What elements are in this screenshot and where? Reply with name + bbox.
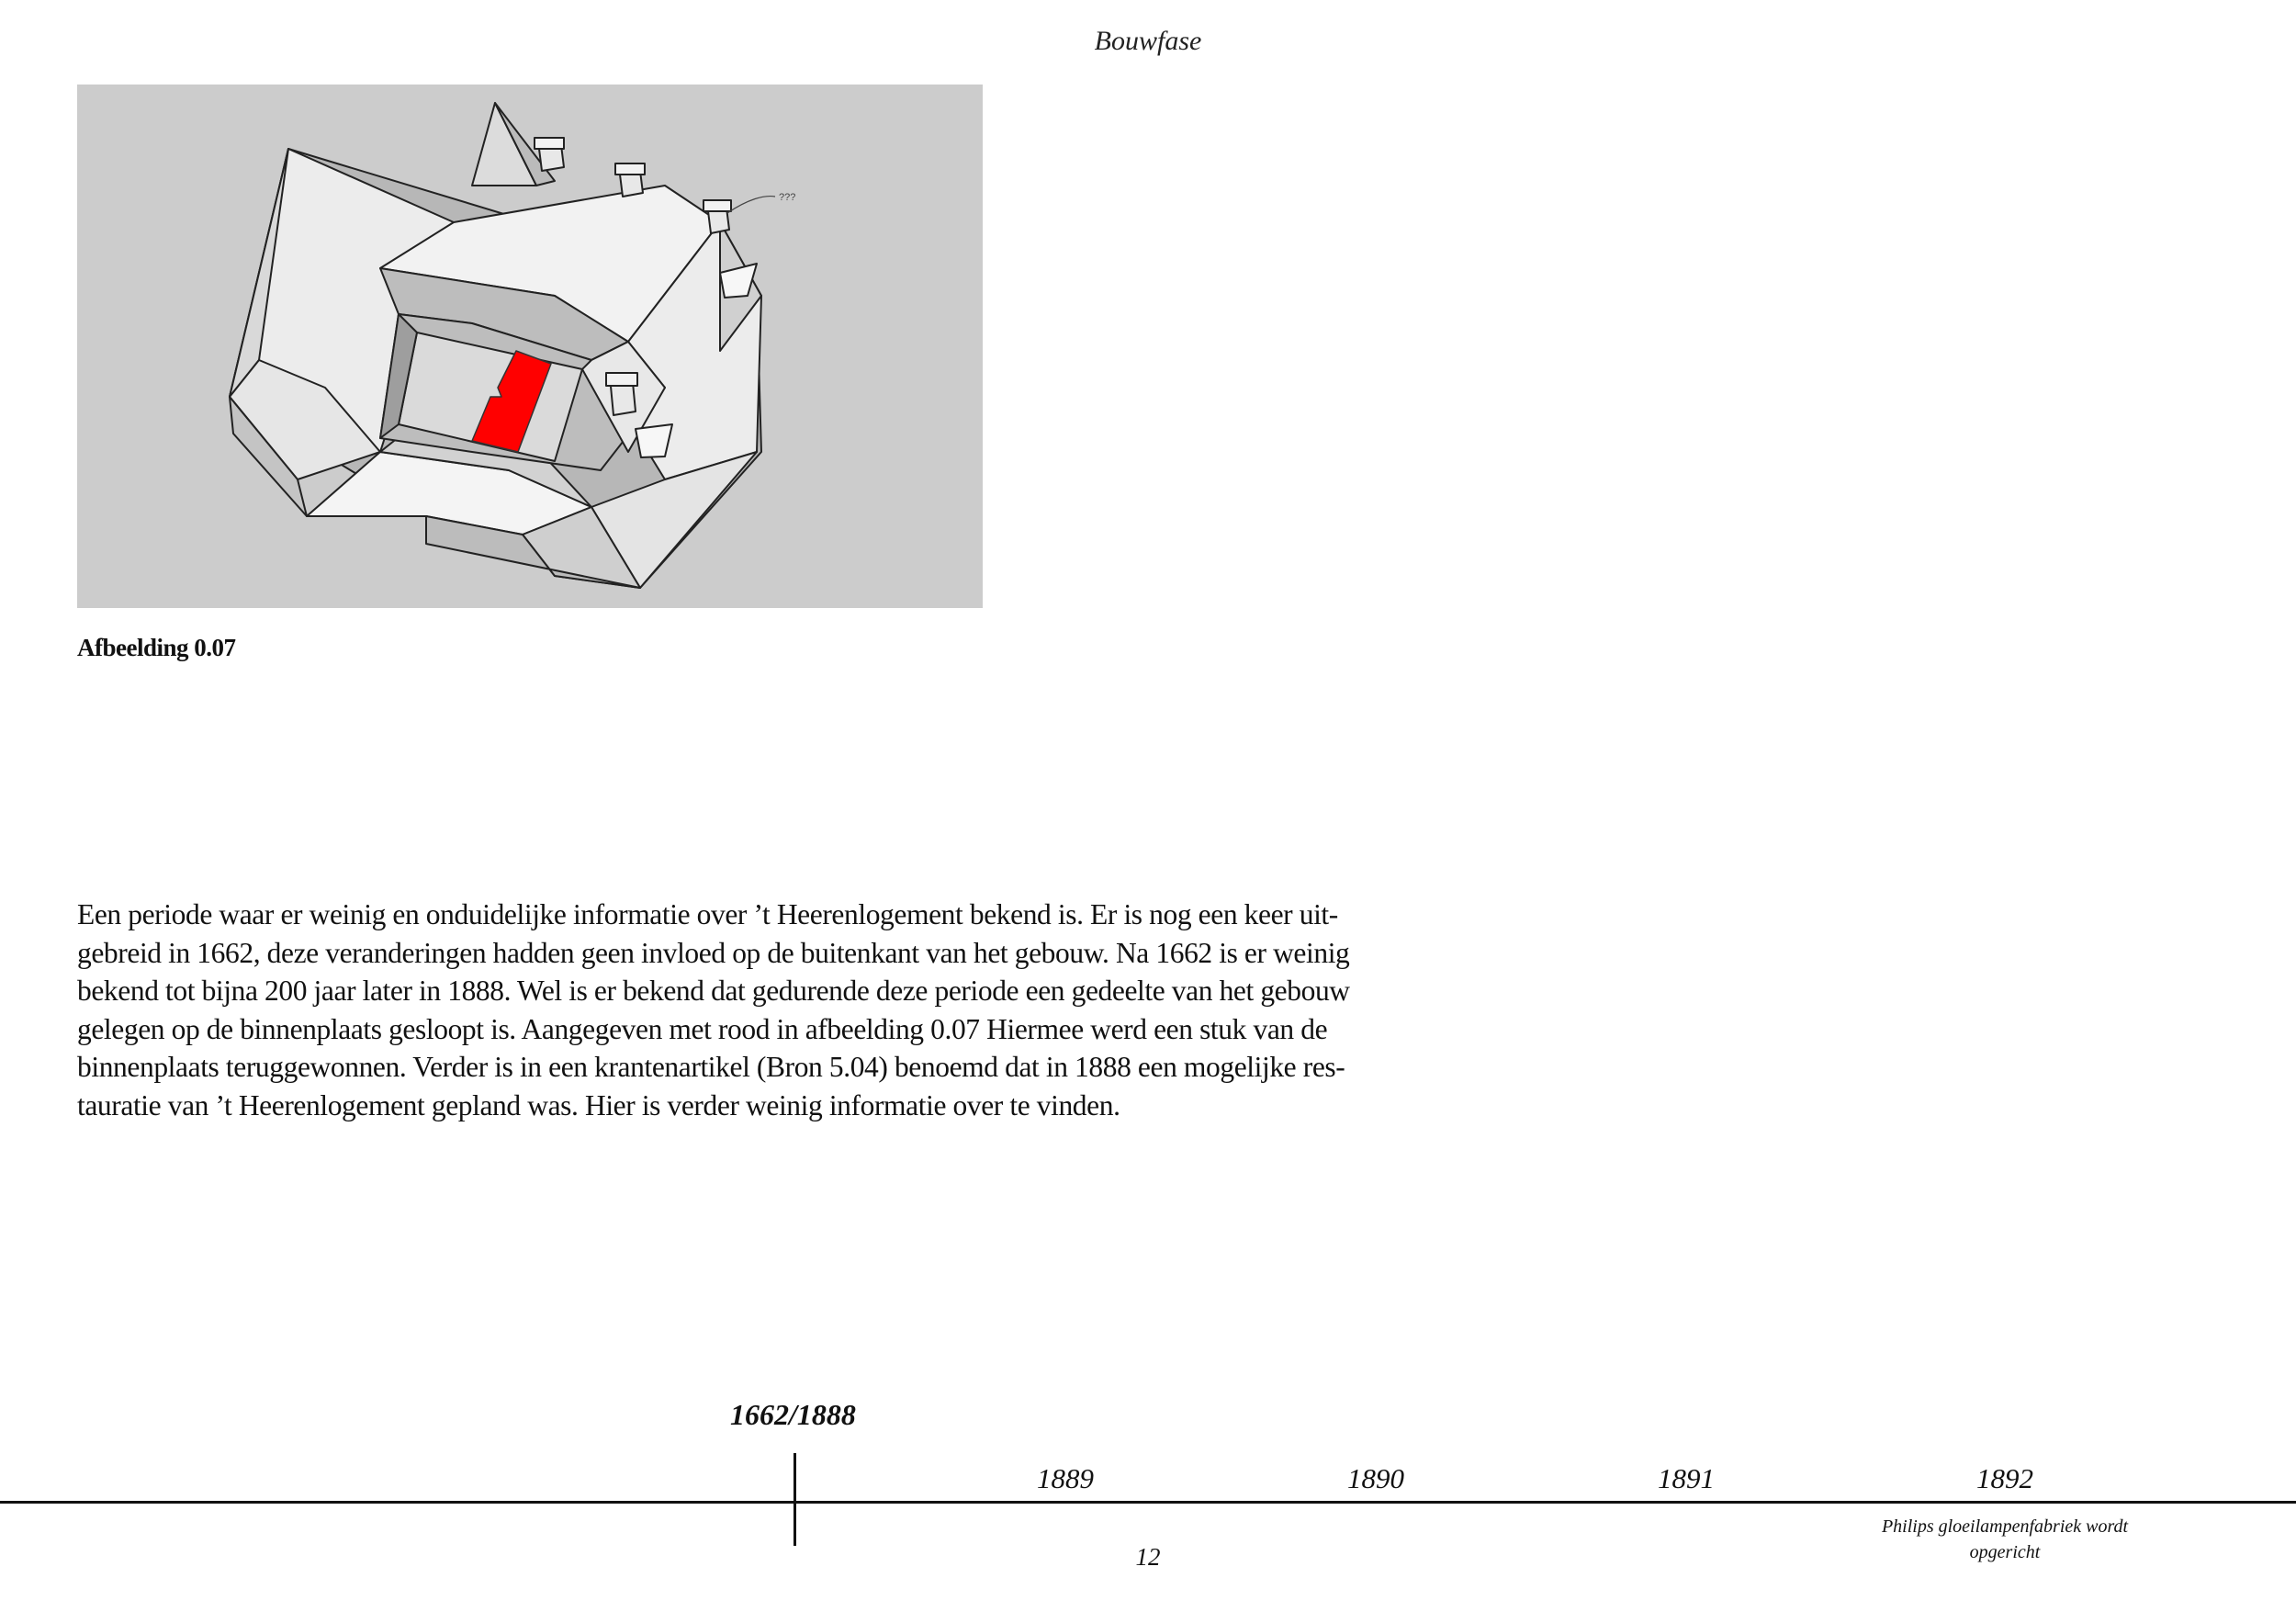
figure-annotation: ??? <box>779 192 796 203</box>
building-model-figure <box>77 85 983 608</box>
timeline-axis <box>0 1501 2296 1504</box>
body-line: Een periode waar er weinig en onduidelijke informatie over ’t Heerenlogement bekend is. Er is nog een keer uit- <box>77 898 1338 930</box>
body-line: bekend tot bijna 200 jaar later in 1888. Wel is er bekend dat gedurende deze periode een gedeelte van het gebouw <box>77 975 1350 1007</box>
body-paragraph <box>77 896 1455 1124</box>
figure-caption: Afbeelding 0.07 <box>77 634 236 661</box>
timeline-current-period: 1662/1888 <box>730 1398 856 1431</box>
timeline-current-marker <box>793 1453 796 1546</box>
timeline-year-1889: 1889 <box>1037 1462 1094 1494</box>
section-title: Bouwfase <box>1094 26 1202 56</box>
timeline-year-1890: 1890 <box>1347 1462 1404 1494</box>
body-line: tauratie van ’t Heerenlogement gepland was. Hier is verder weinig informatie over te vinden. <box>77 1088 1120 1121</box>
event-note-line: opgericht <box>1969 1542 2041 1562</box>
body-line: binnenplaats teruggewonnen. Verder is in een krantenartikel (Bron 5.04) benoemd dat in 1888 een mogelijke res- <box>77 1051 1345 1083</box>
timeline-year-1892: 1892 <box>1976 1462 2033 1494</box>
timeline-year-1891: 1891 <box>1658 1462 1715 1494</box>
body-line: gebreid in 1662, deze veranderingen hadden geen invloed op de buitenkant van het gebouw. Na 1662 is er weinig <box>77 936 1350 969</box>
body-line: gelegen op de binnenplaats gesloopt is. Aangegeven met rood in afbeelding 0.07 Hiermee werd een stuk van de <box>77 1012 1328 1045</box>
building-model-drawing <box>77 85 983 608</box>
page-number: 12 <box>1135 1543 1161 1571</box>
event-note-line: Philips gloeilampenfabriek wordt <box>1881 1516 2129 1537</box>
